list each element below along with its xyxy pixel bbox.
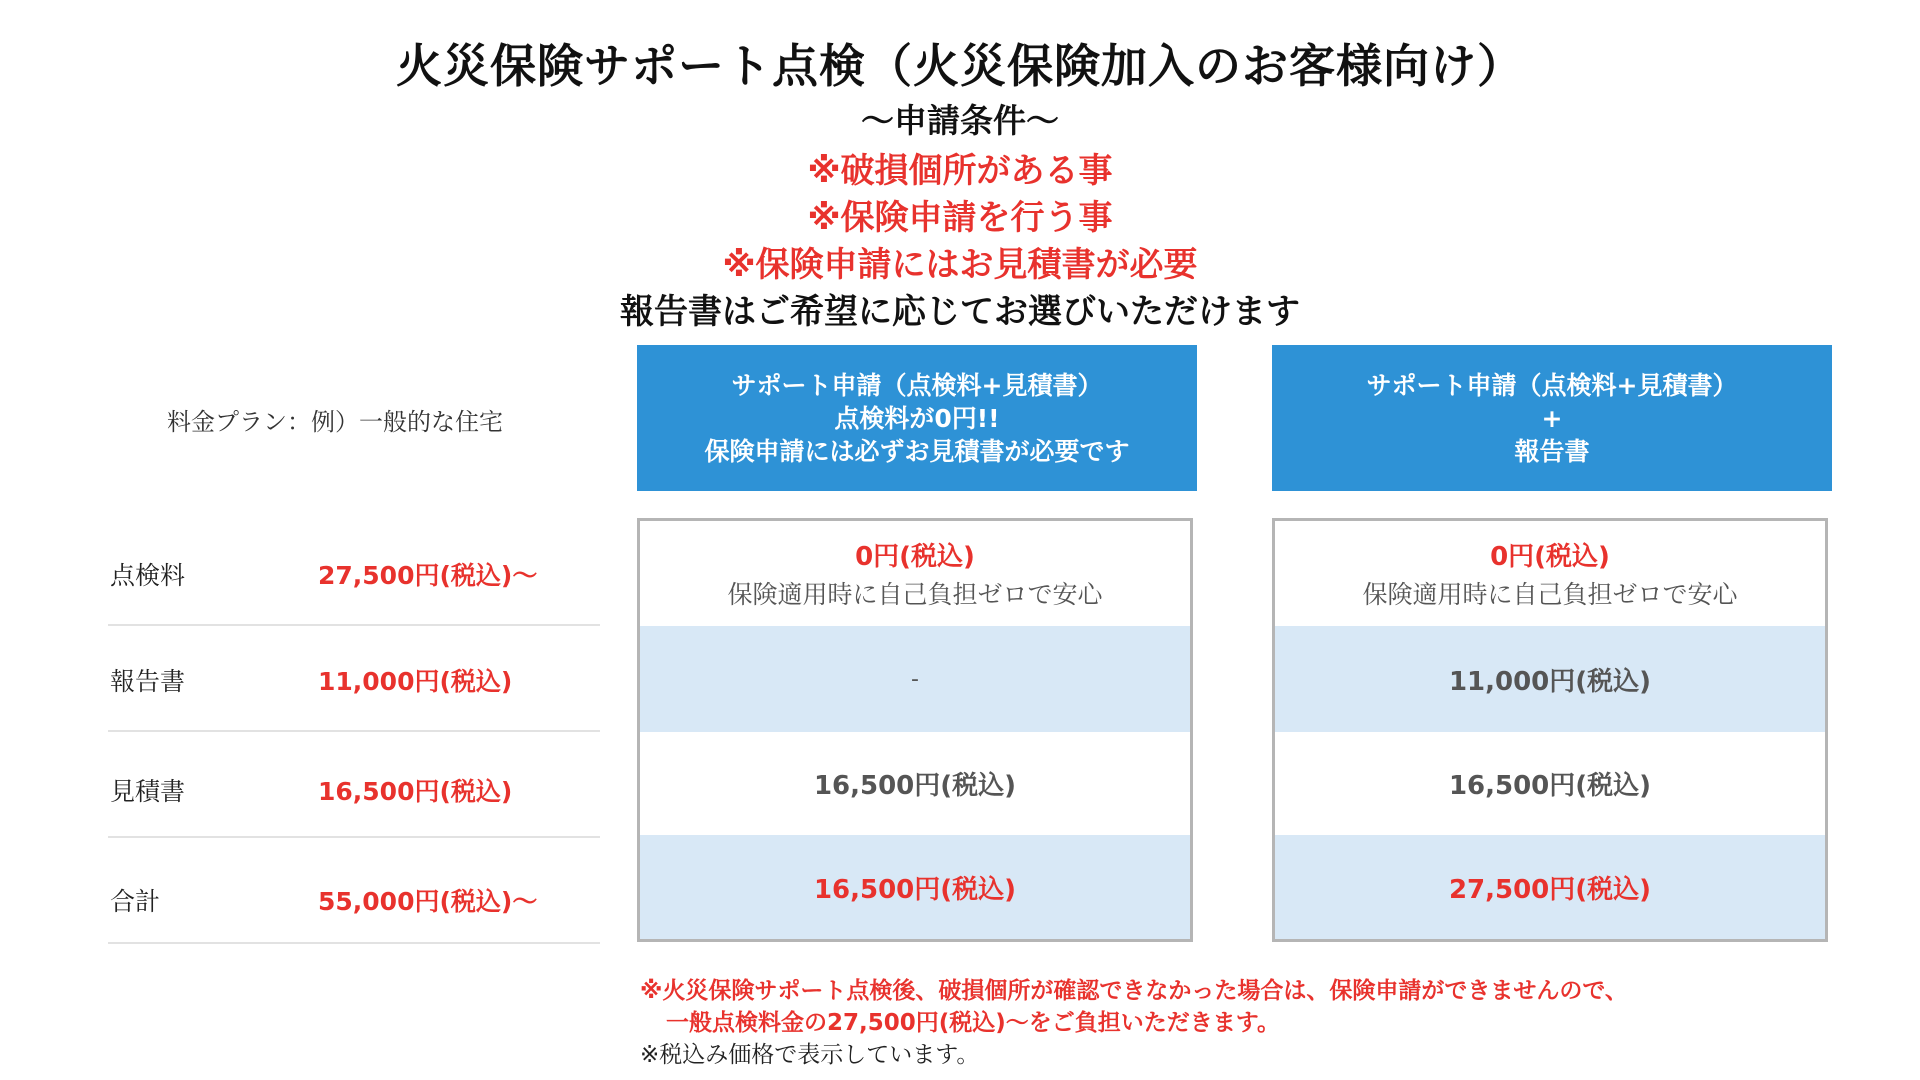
plan1-estimate-value: 16,500円(税込) [813,771,1017,801]
row-divider [108,624,600,626]
plan2-price-box [1272,518,1828,942]
page-title: 火災保険サポート点検（火災保険加入のお客様向け） [396,39,1524,93]
plan1-price-box [637,518,1193,942]
plan1-cell-inspection [640,521,1190,626]
plan-example-label: 料金プラン：例）一般的な住宅 [167,408,503,436]
plan2-header-line2: + [1541,403,1563,433]
plan2-inspection-note: 保険適用時に自己負担ゼロで安心 [1362,580,1738,609]
plan1-inspection-note: 保険適用時に自己負担ゼロで安心 [727,580,1103,609]
plan1-header-line3: 保険申請には必ずお見積書が必要です [704,436,1130,466]
plan1-cell-report [640,626,1190,732]
plan2-report-value: 11,000円(税込) [1448,666,1652,697]
plan1-header-line1: サポート申請（点検料+見積書） [731,370,1103,400]
row-label-report: 報告書 [110,667,186,696]
plan1-header-line2: 点検料が0円!! [834,403,1000,433]
row-divider [108,942,600,944]
footnote-fee: 一般点検料金の27,500円(税込)〜をご負担いただきます。 [666,1010,1280,1036]
plan2-header-line3: 報告書 [1514,436,1590,466]
plan2-cell-total [1275,835,1825,939]
condition-damage: ※破損個所がある事 [807,151,1113,191]
plan1-total-value: 16,500円(税込) [813,874,1017,905]
row-label-estimate: 見積書 [110,777,186,806]
condition-claim: ※保険申請を行う事 [807,198,1113,238]
plan2-total-value: 27,500円(税込) [1448,874,1652,905]
plan2-cell-inspection [1275,521,1825,626]
plan1-cell-estimate [640,732,1190,835]
plan1-inspection-price: 0円(税込) [855,542,975,572]
row-price-estimate: 16,500円(税込) [318,777,513,806]
footnote-tax: ※税込み価格で表示しています。 [640,1042,980,1068]
plan2-cell-estimate [1275,732,1825,835]
row-label-inspection: 点検料 [110,561,186,590]
condition-estimate: ※保険申請にはお見積書が必要 [722,245,1198,285]
conditions-heading: 〜申請条件〜 [861,101,1059,140]
plan1-report-value: - [911,666,919,692]
plan2-header [1272,345,1832,491]
row-divider [108,730,600,732]
plan2-cell-report [1275,626,1825,732]
row-price-inspection: 27,500円(税込)〜 [318,561,538,590]
plan2-estimate-value: 16,500円(税込) [1448,771,1652,801]
plan2-header-line1: サポート申請（点検料+見積書） [1366,370,1738,400]
row-price-report: 11,000円(税込) [318,667,513,696]
report-option-note: 報告書はご希望に応じてお選びいただけます [620,292,1300,332]
row-price-total: 55,000円(税込)〜 [318,887,538,916]
plan1-header [637,345,1197,491]
plan1-cell-total [640,835,1190,939]
footnote-no-damage: ※火災保険サポート点検後、破損個所が確認できなかった場合は、保険申請ができませんので、 [640,978,1628,1004]
row-divider [108,836,600,838]
plan2-inspection-price: 0円(税込) [1490,542,1610,572]
row-label-total: 合計 [110,887,161,916]
